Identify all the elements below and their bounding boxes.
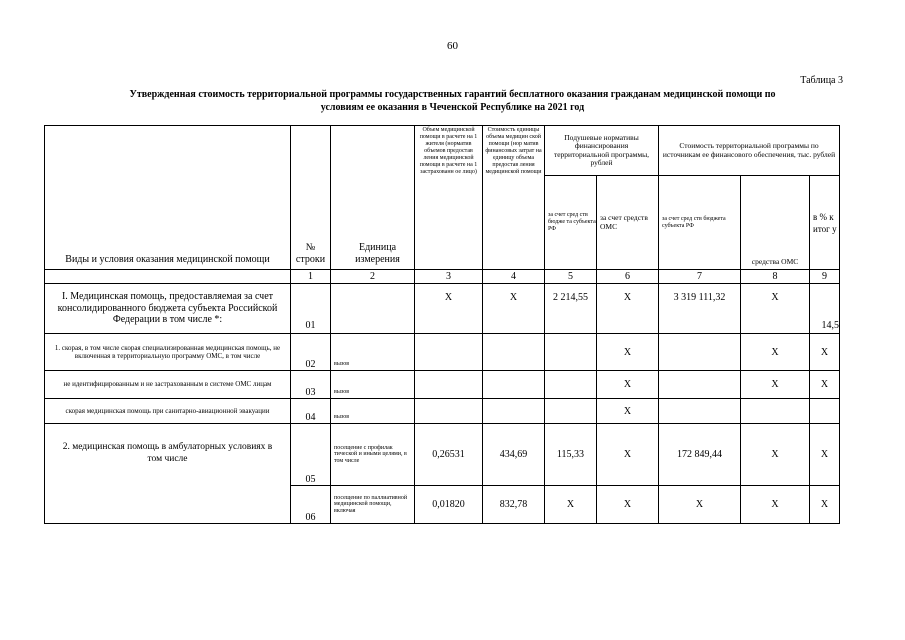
row-volume: 0,01820 xyxy=(415,486,483,524)
row-unit-cost: 832,78 xyxy=(483,486,545,524)
row-name: 2. медицинская помощь в амбулаторных условиях в том числе xyxy=(45,424,291,524)
row-total-budget xyxy=(659,371,741,399)
row-percent: X xyxy=(810,424,840,486)
row-per-capita-oms: X xyxy=(597,371,659,399)
row-per-capita-budget xyxy=(545,399,597,424)
row-code: 03 xyxy=(291,371,331,399)
row-percent: X xyxy=(810,371,840,399)
row-unit xyxy=(331,284,415,334)
title-line-2: условиям ее оказания в Чеченской Республике на 2021 год xyxy=(320,102,585,113)
colnum-8: 8 xyxy=(741,270,810,284)
row-name: скорая медицинская помощь при санитарно-авиационной эвакуации xyxy=(45,399,291,424)
row-total-oms: X xyxy=(741,334,810,371)
header-per-capita-oms: за счет средств ОМС xyxy=(597,176,659,270)
row-code: 01 xyxy=(291,284,331,334)
title-line-1: Утвержденная стоимость территориальной программы государственных гарантий бесплатного оказания гражданам медицинской помощи по xyxy=(129,89,776,100)
header-unit: Единица измерения xyxy=(331,126,415,270)
row-per-capita-oms: X xyxy=(597,334,659,371)
row-total-budget: X xyxy=(659,486,741,524)
row-volume xyxy=(415,371,483,399)
table-row xyxy=(45,284,840,334)
colnum-4: 4 xyxy=(483,270,545,284)
row-percent: X xyxy=(810,334,840,371)
colnum-9: 9 xyxy=(810,270,840,284)
header-per-capita-group: Подушевые нормативы финансирования территориальной программы, рублей xyxy=(545,126,659,176)
header-total-cost-group: Стоимость территориальной программы по источникам ее финансового обеспечения, тыс. рублей xyxy=(659,126,840,176)
row-volume xyxy=(415,399,483,424)
row-name: не идентифицированным и не застрахованным в системе ОМС лицам xyxy=(45,371,291,399)
header-percent: в % к итог у xyxy=(810,176,840,270)
row-volume: 0,26531 xyxy=(415,424,483,486)
row-unit-cost xyxy=(483,371,545,399)
row-total-oms: X xyxy=(741,486,810,524)
row-code: 02 xyxy=(291,334,331,371)
row-name: 1. скорая, в том числе скорая специализированная медицинская помощь, не включенная в территориальную программу ОМС, в том числе xyxy=(45,334,291,371)
row-per-capita-oms: X xyxy=(597,486,659,524)
row-per-capita-oms: X xyxy=(597,284,659,334)
row-per-capita-budget: X xyxy=(545,486,597,524)
row-unit-cost: X xyxy=(483,284,545,334)
row-volume: X xyxy=(415,284,483,334)
row-total-budget: 3 319 111,32 xyxy=(659,284,741,334)
row-total-oms xyxy=(741,399,810,424)
header-total-budget: за счет сред ств бюджета субъекта РФ xyxy=(659,176,741,270)
row-per-capita-budget: 2 214,55 xyxy=(545,284,597,334)
page-number: 60 xyxy=(447,40,458,52)
row-total-budget xyxy=(659,334,741,371)
colnum-2: 2 xyxy=(331,270,415,284)
row-total-oms: X xyxy=(741,371,810,399)
row-code: 05 xyxy=(291,424,331,486)
table-label: Таблица 3 xyxy=(800,75,843,86)
row-total-budget: 172 849,44 xyxy=(659,424,741,486)
row-unit: вызов xyxy=(331,399,415,424)
row-unit: посещение по паллиативной медицинской помощи, включая xyxy=(331,486,415,524)
row-code: 04 xyxy=(291,399,331,424)
table-row xyxy=(45,399,840,424)
header-per-capita-budget: за счет сред ств бюдже та субъекта РФ xyxy=(545,176,597,270)
colnum-7: 7 xyxy=(659,270,741,284)
row-unit: посещение с профилак тической и иными целями, в том числе xyxy=(331,424,415,486)
colnum-5: 5 xyxy=(545,270,597,284)
row-unit-cost: 434,69 xyxy=(483,424,545,486)
row-unit: вызов xyxy=(331,371,415,399)
row-percent: X xyxy=(810,486,840,524)
row-unit-cost xyxy=(483,399,545,424)
table-row xyxy=(45,424,840,486)
colnum-3: 3 xyxy=(415,270,483,284)
header-unit-cost: Стоимость единицы объема медицин ской помощи (нор матив финансовых затрат на единицу объема предостав ления медицинской помощи xyxy=(483,126,545,270)
row-name: I. Медицинская помощь, предоставляемая за счет консолидированного бюджета субъекта Российской Федерации в том числе *: xyxy=(45,284,291,334)
row-per-capita-budget xyxy=(545,371,597,399)
row-volume xyxy=(415,334,483,371)
row-per-capita-budget xyxy=(545,334,597,371)
header-volume: Объем медицинской помощи в расчете на 1 жителя (норматив объемов предостав ления медицинской помощи в расчете на 1 застрахованн ое лицо) xyxy=(415,126,483,270)
colnum-6: 6 xyxy=(597,270,659,284)
table-row xyxy=(45,371,840,399)
row-per-capita-oms: X xyxy=(597,424,659,486)
header-row-number: № строки xyxy=(291,126,331,270)
table-row xyxy=(45,334,840,371)
row-per-capita-oms: X xyxy=(597,399,659,424)
colnum-1: 1 xyxy=(291,270,331,284)
row-unit: вызов xyxy=(331,334,415,371)
row-total-budget xyxy=(659,399,741,424)
row-total-oms: X xyxy=(741,424,810,486)
header-types: Виды и условия оказания медицинской помощи xyxy=(45,126,291,270)
row-percent: 14,5 xyxy=(810,284,840,334)
header-total-oms: средства ОМС xyxy=(741,176,810,270)
row-unit-cost xyxy=(483,334,545,371)
cost-table xyxy=(44,125,840,524)
colnum-blank xyxy=(45,270,291,284)
row-total-oms: X xyxy=(741,284,810,334)
row-code: 06 xyxy=(291,486,331,524)
row-per-capita-budget: 115,33 xyxy=(545,424,597,486)
document-title xyxy=(60,88,845,114)
row-percent xyxy=(810,399,840,424)
